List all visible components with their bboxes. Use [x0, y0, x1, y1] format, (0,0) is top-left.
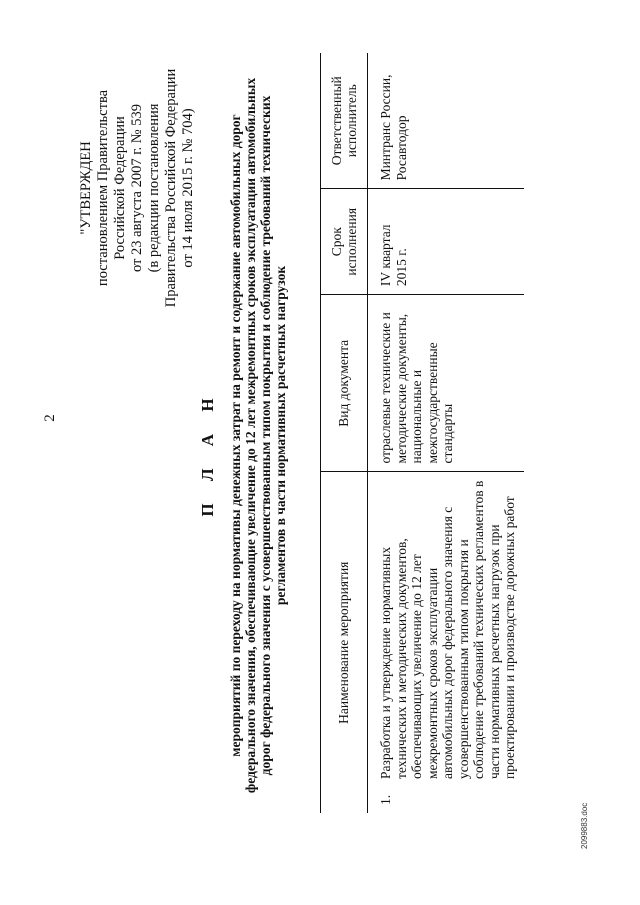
- approval-line: "УТВЕРЖДЕН: [78, 141, 94, 235]
- table-row: [368, 53, 524, 813]
- plan-table: [320, 53, 524, 813]
- plan-subtitle: мероприятий по переходу на нормативы денежных затрат на ремонт и содержание автомобильных дорог федерального значения, обеспечивающие увеличение до 12 лет межремонтных сроков эксплуатации автомобильных дорог федерального значения с усовершенствованным типом покрытия и соблюдение требований технических регламентов в части нормативных расчетных нагрузок: [228, 77, 288, 794]
- approval-line: (в редакции постановления: [146, 103, 162, 273]
- plan-title: П Л А Н: [198, 389, 217, 517]
- row-number: 1.: [378, 794, 393, 805]
- page-number: 2: [42, 414, 58, 422]
- cell-doc-type: отраслевые технические и методические документы, национальные и межгосударственные стандарты: [368, 295, 524, 472]
- approval-stamp: [78, 63, 197, 313]
- approval-line: Российской Федерации: [112, 116, 128, 260]
- rotated-document: [40, 53, 600, 853]
- cell-term: IV квартал 2015 г.: [368, 189, 524, 295]
- approval-line: от 14 июля 2015 г. № 704): [180, 108, 196, 268]
- approval-line: постановлением Правительства: [95, 89, 111, 287]
- table-header-row: [321, 53, 368, 813]
- approval-line: от 23 августа 2007 г. № 539: [129, 103, 145, 273]
- file-reference: 2099883.doc: [580, 802, 589, 849]
- header-doc-type: Вид документа: [321, 295, 368, 472]
- cell-responsible: Минтранс России, Росавтодор: [368, 53, 524, 189]
- cell-name: [368, 472, 524, 813]
- header-name: Наименование мероприятия: [321, 472, 368, 813]
- row-name-text: Разработка и утверждение нормативных технических и методических документов, обеспечивающих увеличение до 12 лет межремонтных сроков эксплуатации автомобильных дорог федерального значения с усовершенствованным типом покрытия и соблюдение требований технических регламентов в части нормативных расчетных нагрузок при проектировании и производстве дорожных работ: [378, 480, 517, 779]
- approval-line: Правительства Российской Федерации: [163, 68, 179, 308]
- header-responsible: Ответственный исполнитель: [321, 53, 368, 189]
- header-term: Срок исполнения: [321, 189, 368, 295]
